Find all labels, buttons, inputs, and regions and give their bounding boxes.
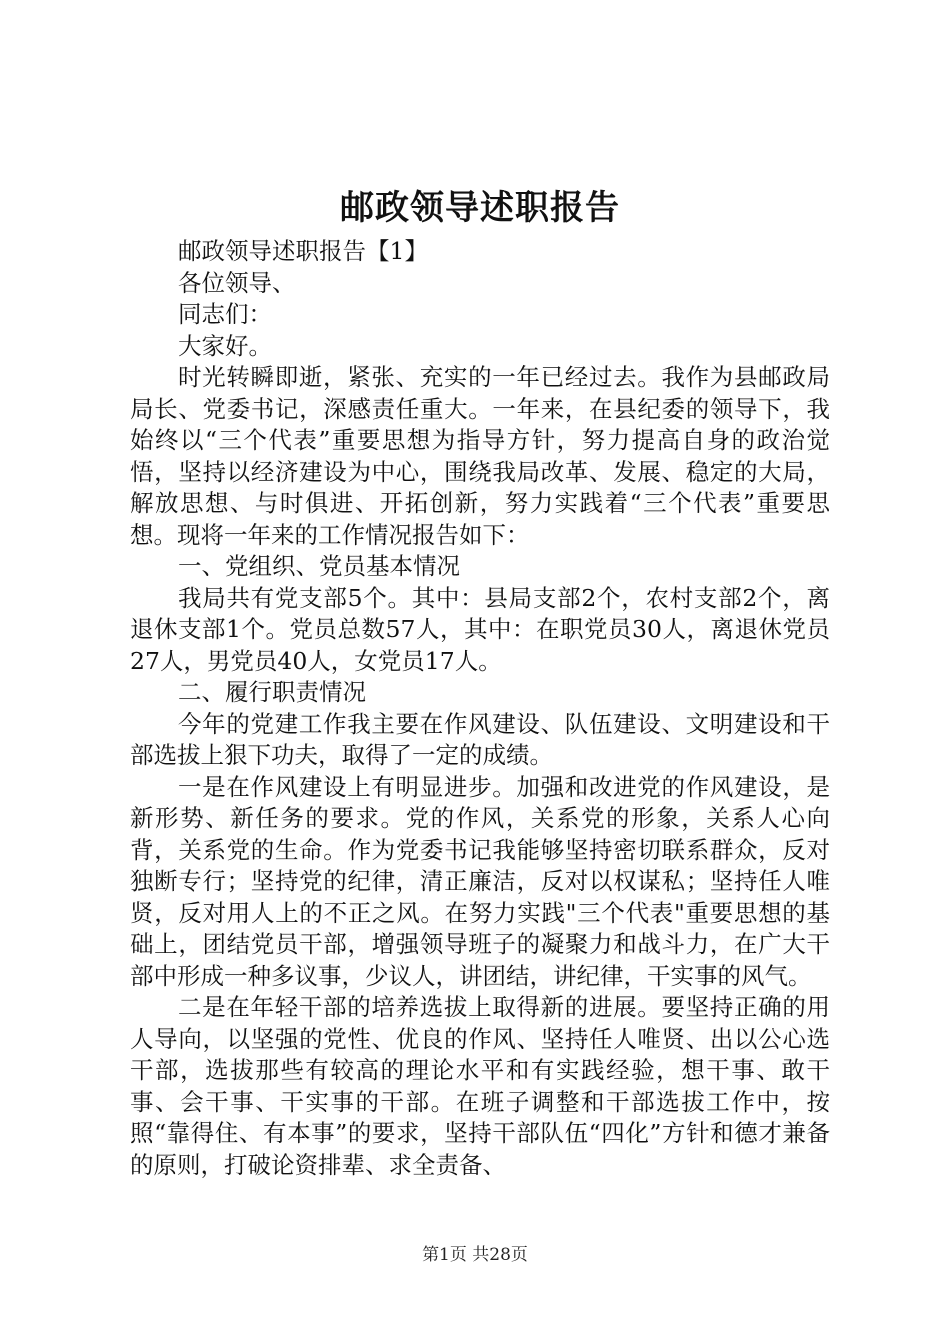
paragraph-style-building: 一是在作风建设上有明显进步。加强和改进党的作风建设，是新形势、新任务的要求。党的作风，关系党的形象，关系人心向背，关系党的生命。作为党委书记我能够坚持密切联系群众，反对独断专行；坚持党的纪律，清正廉洁，反对以权谋私；坚持任人唯贤，反对用人上的不正之风。在努力实践"三个代表"重要思想的基础上，团结党员干部，增强领导班子的凝聚力和战斗力，在广大干部中形成一种多议事，少议人，讲团结，讲纪律，干实事的风气。 [130,772,830,990]
document-page [130,180,830,1181]
section-heading-2: 二、履行职责情况 [178,678,366,706]
paragraph-cadre-selection: 二是在年轻干部的培养选拔上取得新的进展。要坚持正确的用人导向，以坚强的党性、优良的作风、坚持任人唯贤、出以公心选干部，选拔那些有较高的理论水平和有实践经验，想干事、敢干事、会干事、干实事的干部。在班子调整和干部选拔工作中，按照“靠得住、有本事”的要求，坚持干部队伍“四化”方针和德才兼备的原则，打破论资排辈、求全责备、 [130,993,830,1179]
paragraph-work-summary: 今年的党建工作我主要在作风建设、队伍建设、文明建设和干部选拔上狠下功夫，取得了一定的成绩。 [130,709,830,769]
salutation-line-1: 各位领导、 [178,268,296,297]
salutation-line-2: 同志们： [178,300,272,328]
page-footer: 第1页 共28页 [422,1245,528,1265]
paragraph-party-stats: 我局共有党支部5个。其中：县局支部2个，农村支部2个，离退休支部1个。党员总数57人，其中：在职党员30人，离退休党员27人，男党员40人，女党员17人。 [130,583,830,675]
paragraph-intro: 时光转瞬即逝，紧张、充实的一年已经过去。我作为县邮政局局长、党委书记，深感责任重大。一年来，在县纪委的领导下，我始终以“三个代表”重要思想为指导方针，努力提高自身的政治觉悟，坚持以经济建设为中心，围绕我局改革、发展、稳定的大局，解放思想、与时俱进、开拓创新，努力实践着“三个代表”重要思想。现将一年来的工作情况报告如下： [130,363,830,549]
section-heading-1: 一、党组织、党员基本情况 [178,552,460,580]
greeting-line: 大家好。 [178,331,272,360]
document-subtitle: 邮政领导述职报告【1】 [178,237,428,265]
document-title: 邮政领导述职报告 [340,188,620,228]
